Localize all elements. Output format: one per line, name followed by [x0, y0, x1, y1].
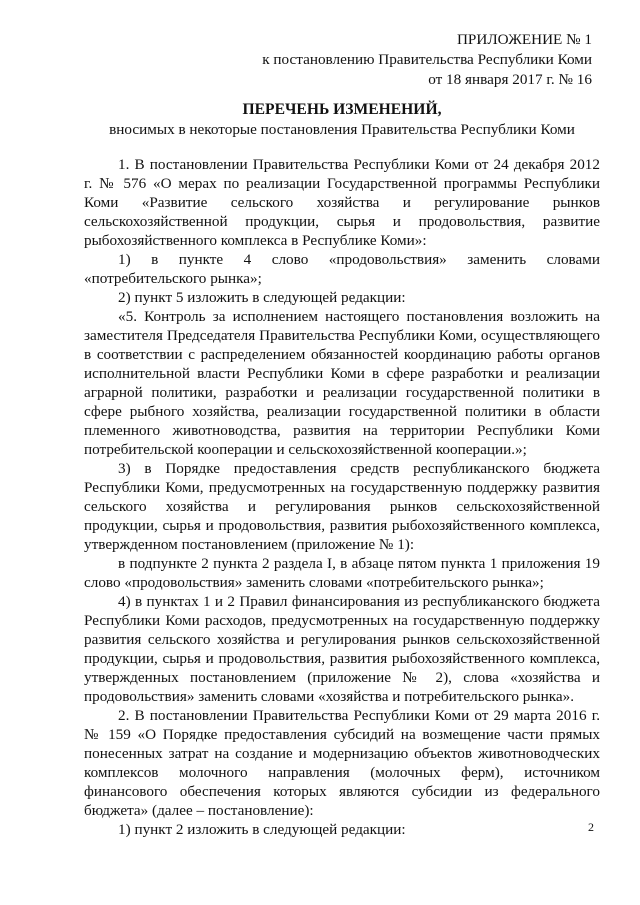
paragraph-1: 1. В постановлении Правительства Республики Коми от 24 декабря 2012 г. № 576 «О мерах по реализации Государственной программы Республики Коми «Развитие сельского хозяйства и регулирование рынков сельскохозяйственной продукции, сырья и продовольствия, развитие рыбохозяйственного комплекса в Республике Коми»: — [84, 156, 600, 249]
appendix-reference: к постановлению Правительства Республики Коми — [262, 51, 592, 68]
appendix-number: ПРИЛОЖЕНИЕ № 1 — [456, 31, 592, 48]
document-title: ПЕРЕЧЕНЬ ИЗМЕНЕНИЙ, — [242, 101, 442, 118]
document-body — [84, 155, 600, 839]
paragraph-5: 3) в Порядке предоставления средств республиканского бюджета Республики Коми, предусмотренных на государственную поддержку развития сельского хозяйства и регулирования рынков сельскохозяйственной продукции, сырья и продовольствия, развития рыбохозяйственного комплекса, утвержденном постановлением (приложение № 1): — [84, 460, 600, 553]
paragraph-4: «5. Контроль за исполнением настоящего постановления возложить на заместителя Председателя Правительства Республики Коми, осуществляющего в соответствии с распределением обязанностей координацию работы органов исполнительной власти Республики Коми в сфере разработки и реализации аграрной политики, разработки и реализации государственной политики в сфере рыбного хозяйства, реализации государственной политики в области племенного животноводства, развития на территории Республики Коми потребительской кооперации и сельскохозяйственной кооперации.»; — [84, 308, 600, 458]
paragraph-3: 2) пункт 5 изложить в следующей редакции: — [118, 289, 406, 306]
paragraph-2: 1) в пункте 4 слово «продовольствия» заменить словами «потребительского рынка»; — [84, 251, 600, 287]
paragraph-9: 1) пункт 2 изложить в следующей редакции: — [118, 821, 406, 838]
page-number: 2 — [588, 820, 594, 834]
document-subtitle: вносимых в некоторые постановления Правительства Республики Коми — [109, 121, 575, 138]
paragraph-6: в подпункте 2 пункта 2 раздела I, в абзаце пятом пункта 1 приложения 19 слово «продовольствия» заменить словами «потребительского рынка»; — [84, 555, 600, 591]
appendix-header — [212, 30, 592, 90]
paragraph-8: 2. В постановлении Правительства Республики Коми от 29 марта 2016 г. № 159 «О Порядке предоставления субсидий на возмещение части прямых понесенных затрат на создание и модернизацию объектов животноводческих комплексов молочного направления (молочных ферм), источником финансового обеспечения которых являются субсидии из федерального бюджета» (далее – постановление): — [84, 707, 600, 819]
paragraph-7: 4) в пунктах 1 и 2 Правил финансирования из республиканского бюджета Республики Коми расходов, предусмотренных на государственную поддержку развития сельского хозяйства и регулирования рынков сельскохозяйственной продукции, сырья и продовольствия, развития рыбохозяйственного комплекса, утвержденных постановлением (приложение № 2), слова «хозяйства и продовольствия» заменить словами «хозяйства и потребительского рынка». — [84, 593, 600, 705]
appendix-date: от 18 января 2017 г. № 16 — [428, 71, 592, 88]
